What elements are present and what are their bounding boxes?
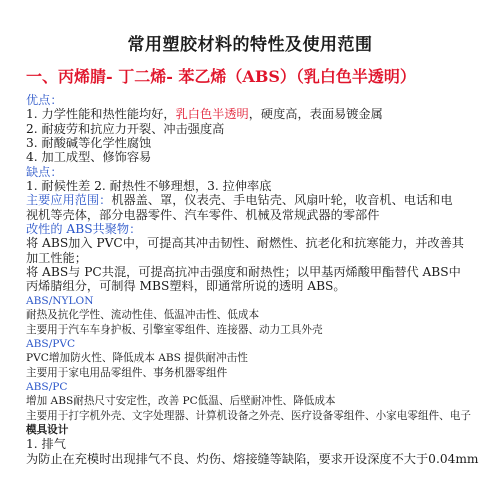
modified-abs-text-1: 将 ABS加入 PVC中，可提高其冲击韧性、耐燃性、抗老化和抗寒能力，并改善其: [26, 236, 464, 250]
application-label: 主要应用范围：: [26, 193, 112, 207]
abs-pc-properties: 增加 ABS耐热尺寸安定性，改善 PC低温、后壁耐冲性、降低成本: [26, 395, 336, 407]
section-heading: [26, 64, 416, 87]
advantage-item-2: 2. 耐疲劳和抗应力开裂、冲击强度高: [26, 122, 225, 136]
application-text-2: 视机等壳体，部分电器零件、汽车零件、机械及常规武器的零部件: [26, 208, 380, 222]
modified-abs-label: 改性的 ABS共聚物：: [26, 222, 142, 236]
modified-abs-text-2: 将 ABS与 PC共混，可提高抗冲击强度和耐热性；以甲基丙烯酸甲酯替代 ABS中: [26, 265, 461, 279]
section-heading-main: 一、丙烯腈- 丁二烯- 苯乙烯（ABS）: [26, 67, 296, 86]
advantages-label: 优点：: [26, 93, 63, 107]
vent-label: 1. 排气: [26, 437, 66, 451]
disadvantages-label: 缺点：: [26, 165, 63, 179]
modified-abs-text-1b: 加工性能；: [26, 251, 87, 265]
advantage-1-text-a: 1. 力学性能和热性能均好，: [26, 107, 176, 121]
abs-pc-use: 主要用于打字机外壳、文字处理器、计算机设备之外壳、医疗设备零组件、小家电零组件、电子: [26, 410, 471, 422]
advantage-item-4: 4. 加工成型、修饰容易: [26, 150, 152, 164]
abs-nylon-use: 主要用于汽车车身护板、引擎室零组件、连接器、动力工具外壳: [26, 324, 323, 336]
advantage-1-highlight: 乳白色半透明: [175, 107, 249, 121]
advantage-1-text-b: ，硬度高，表面易镀金属: [248, 107, 383, 121]
abs-pvc-properties: PVC增加防火性、降低成本 ABS 提供耐冲击性: [26, 352, 248, 364]
vent-text: 为防止在充模时出现排气不良、灼伤、熔接缝等缺陷，要求开设深度不大于0.04mm: [26, 452, 479, 466]
advantage-item-3: 3. 耐酸碱等化学性腐蚀: [26, 136, 152, 150]
modified-abs-text-2b: 丙烯腈组分，可制得 MBS塑料，即通常所说的透明 ABS。: [26, 279, 346, 293]
mold-design-label: 模具设计: [26, 424, 69, 436]
abs-nylon-properties: 耐热及抗化学性、流动性佳、低温冲击性、低成本: [26, 309, 260, 321]
application-text: 机器盖、罩，仪表壳、手电钻壳、风扇叶轮，收音机、电话和电: [111, 193, 453, 207]
disadvantage-items: 1. 耐候性差 2. 耐热性不够理想，3. 拉伸率底: [26, 179, 272, 193]
application-range: [26, 192, 453, 208]
section-heading-paren: （乳白色半透明）: [295, 67, 416, 86]
page-title: 常用塑胶材料的特性及使用范围: [127, 35, 373, 55]
abs-pvc-use: 主要用于家电用品零组件、事务机器零组件: [26, 367, 228, 379]
abs-nylon-label: ABS/NYLON: [26, 295, 94, 307]
advantage-item-1: [26, 106, 383, 122]
abs-pvc-label: ABS/PVC: [26, 338, 76, 350]
abs-pc-label: ABS/PC: [26, 381, 68, 393]
